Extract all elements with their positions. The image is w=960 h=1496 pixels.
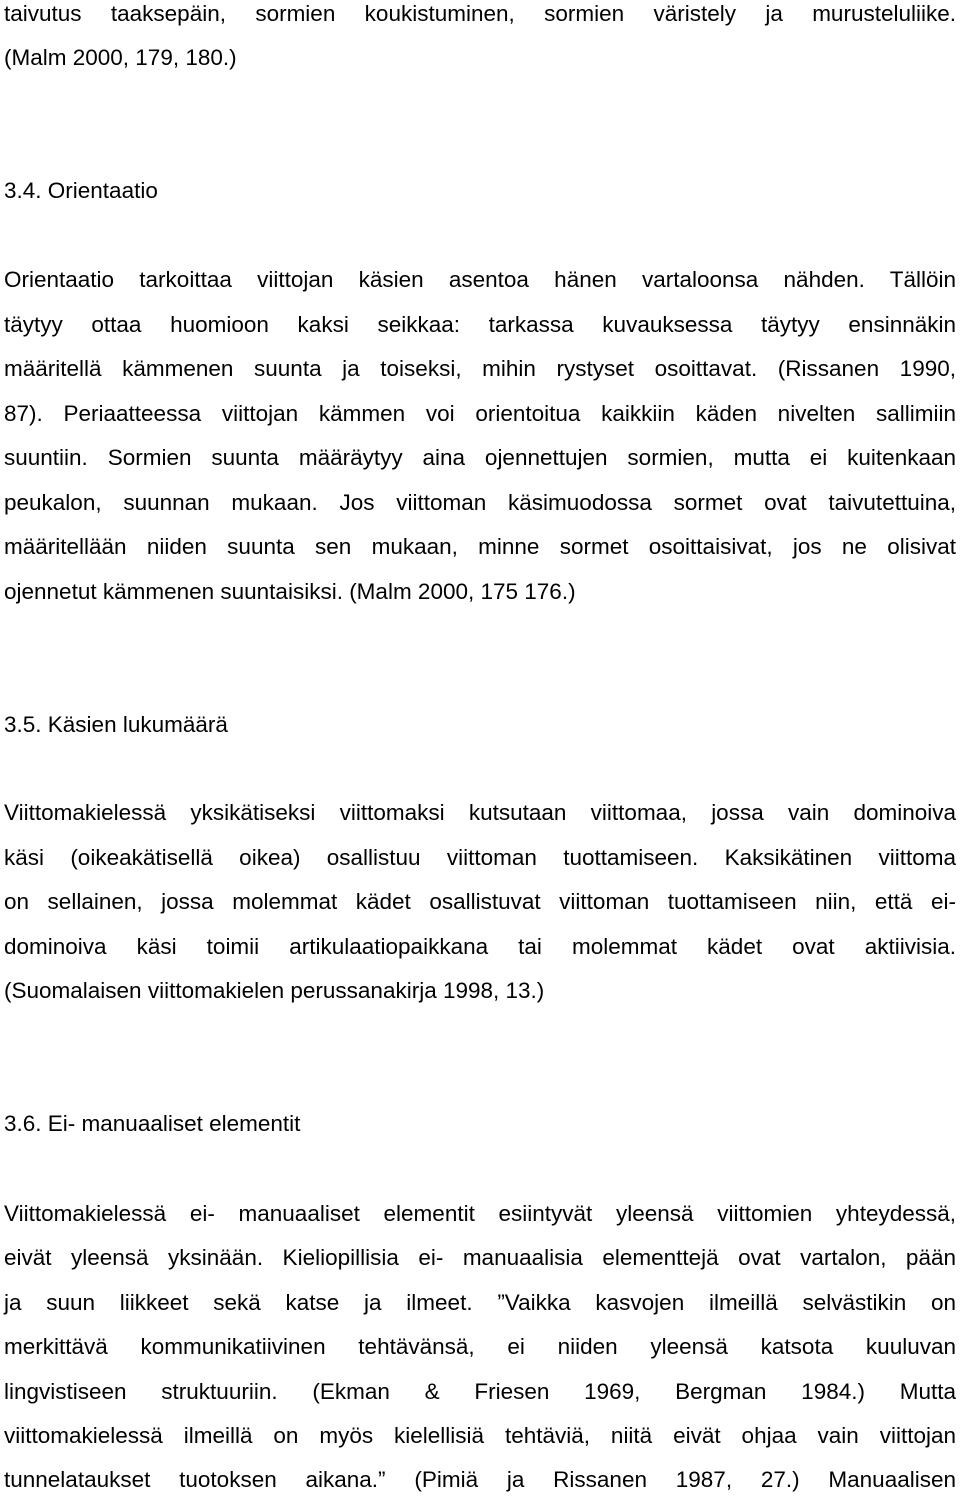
body-text-line: määritellä kämmenen suunta ja toiseksi, mihin rystyset osoittavat. (Rissanen 1990, xyxy=(4,356,956,381)
section-heading-nonmanual: 3.6. Ei- manuaaliset elementit xyxy=(4,1111,301,1136)
body-text-line: 87). Periaatteessa viittojan kämmen voi orientoitua kaikkiin käden nivelten sallimiin xyxy=(4,401,956,426)
section-heading-hands: 3.5. Käsien lukumäärä xyxy=(4,712,228,737)
body-text-line: eivät yleensä yksinään. Kieliopillisia ei- manuaalisia elementtejä ovat vartalon, pään xyxy=(4,1245,956,1270)
body-text-line: on sellainen, jossa molemmat kädet osallistuvat viittoman tuottamiseen niin, että ei- xyxy=(4,889,956,914)
body-text-line: lingvistiseen struktuuriin. (Ekman & Friesen 1969, Bergman 1984.) Mutta xyxy=(4,1379,956,1404)
body-text-line: peukalon, suunnan mukaan. Jos viittoman käsimuodossa sormet ovat taivutettuina, xyxy=(4,490,956,515)
body-text-line: viittomakielessä ilmeillä on myös kielellisiä tehtäviä, niitä eivät ohjaa vain viittojan xyxy=(4,1423,956,1448)
body-text-line: käsi (oikeakätisellä oikea) osallistuu viittoman tuottamiseen. Kaksikätinen viittoma xyxy=(4,845,956,870)
body-text-line: dominoiva käsi toimii artikulaatiopaikkana tai molemmat kädet ovat aktiivisia. xyxy=(4,934,956,959)
body-text-line: ja suun liikkeet sekä katse ja ilmeet. ”Vaikka kasvojen ilmeillä selvästikin on xyxy=(4,1290,956,1315)
body-text-line: Viittomakielessä yksikätiseksi viittomaksi kutsutaan viittomaa, jossa vain dominoiva xyxy=(4,800,956,825)
section-heading-orientation: 3.4. Orientaatio xyxy=(4,178,158,203)
body-text-line: Orientaatio tarkoittaa viittojan käsien asentoa hänen vartaloonsa nähden. Tällöin xyxy=(4,267,956,292)
body-text-line: merkittävä kommunikatiivinen tehtävänsä, ei niiden yleensä katsota kuuluvan xyxy=(4,1334,956,1359)
body-text-line: (Malm 2000, 179, 180.) xyxy=(4,45,237,70)
body-text-line: Viittomakielessä ei- manuaaliset elementit esiintyvät yleensä viittomien yhteydessä, xyxy=(4,1201,956,1226)
body-text-line: täytyy ottaa huomioon kaksi seikkaa: tarkassa kuvauksessa täytyy ensinnäkin xyxy=(4,312,956,337)
body-text-line: määritellään niiden suunta sen mukaan, minne sormet osoittaisivat, jos ne olisivat xyxy=(4,534,956,559)
body-text-line: (Suomalaisen viittomakielen perussanakirja 1998, 13.) xyxy=(4,978,545,1003)
body-text-line: taivutus taaksepäin, sormien koukistuminen, sormien väristely ja murusteluliike. xyxy=(4,1,956,26)
body-text-line: tunnelataukset tuotoksen aikana.” (Pimiä ja Rissanen 1987, 27.) Manuaalisen xyxy=(4,1467,956,1492)
body-text-line: suuntiin. Sormien suunta määräytyy aina ojennettujen sormien, mutta ei kuitenkaan xyxy=(4,445,956,470)
body-text-line: ojennetut kämmenen suuntaisiksi. (Malm 2000, 175 176.) xyxy=(4,579,576,604)
